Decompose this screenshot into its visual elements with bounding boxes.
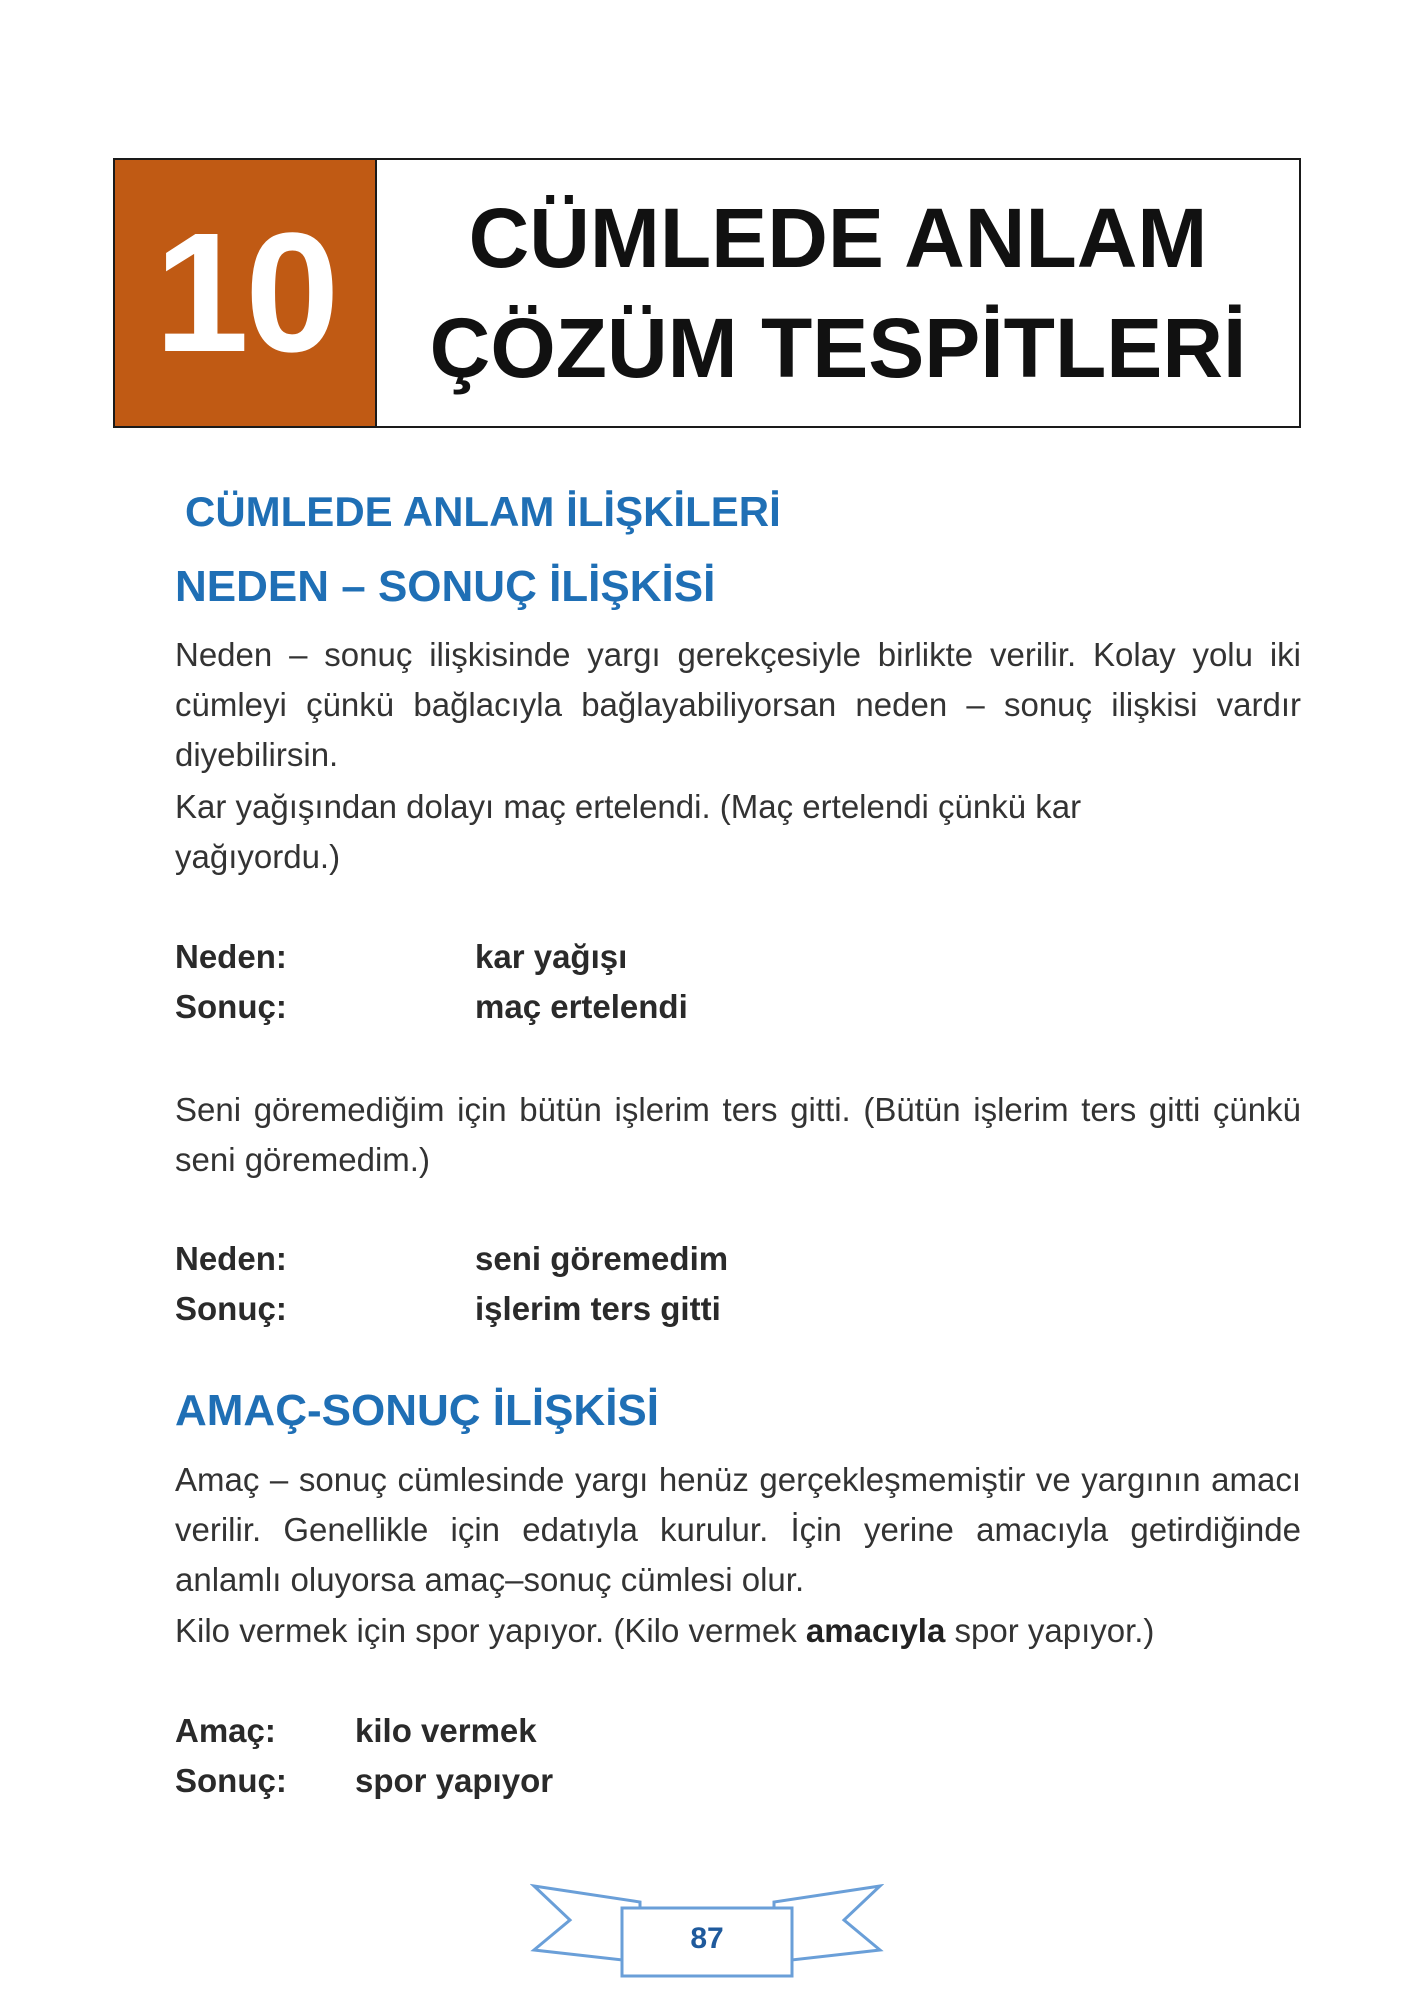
section-heading: CÜMLEDE ANLAM İLİŞKİLERİ (185, 488, 781, 535)
neden-sonuc-example1: Kar yağışından dolayı maç ertelendi. (Maç ertelendi çünkü kar yağıyordu.) (175, 788, 1082, 875)
subsection-heading-amac-sonuc: AMAÇ-SONUÇ İLİŞKİSİ (175, 1386, 659, 1435)
chapter-header (113, 158, 1301, 428)
neden-sonuc-example2: Seni göremediğim için bütün işlerim ters gitti. (Bütün işlerim ters gitti çünkü seni göremedim.) (175, 1091, 1301, 1178)
pair2-label1: Neden: (175, 1240, 287, 1277)
pair3-value1: kilo vermek (355, 1712, 537, 1749)
amac-sonuc-example: Kilo vermek için spor yapıyor. (Kilo vermek amacıyla spor yapıyor.) (175, 1612, 1155, 1649)
pair1-value1: kar yağışı (475, 938, 628, 975)
chapter-title (377, 160, 1299, 426)
pair3-label2: Sonuç: (175, 1762, 287, 1799)
pair2-label2: Sonuç: (175, 1290, 287, 1327)
page-number-ribbon (530, 1880, 884, 1980)
page-number: 87 (690, 1922, 724, 1955)
pair2-value1: seni göremedim (475, 1240, 729, 1277)
subsection-heading-neden-sonuc: NEDEN – SONUÇ İLİŞKİSİ (175, 562, 716, 611)
pair3-label1: Amaç: (175, 1712, 276, 1749)
pair3-value2: spor yapıyor (355, 1762, 554, 1799)
amac-sonuc-intro: Amaç – sonuç cümlesinde yargı henüz gerçekleşmemiştir ve yargının amacı verilir. Genellikle için edatıyla kurulur. İçin yerine amacıyla getirdiğinde anlamlı oluyorsa amaç–sonuç cümlesi olur. (175, 1461, 1301, 1598)
pair2-value2: işlerim ters gitti (475, 1290, 721, 1327)
pair1-value2: maç ertelendi (475, 988, 688, 1025)
chapter-title-line2: ÇÖZÜM TESPİTLERİ (429, 301, 1247, 395)
chapter-title-line1: CÜMLEDE ANLAM (468, 191, 1208, 285)
pair1-label2: Sonuç: (175, 988, 287, 1025)
pair1-label1: Neden: (175, 938, 287, 975)
neden-sonuc-intro: Neden – sonuç ilişkisinde yargı gerekçesiyle birlikte verilir. Kolay yolu iki cümleyi çünkü bağlacıyla bağlayabiliyorsan neden – sonuç ilişkisi vardır diyebilirsin. (175, 636, 1301, 773)
chapter-number: 10 (115, 160, 377, 426)
